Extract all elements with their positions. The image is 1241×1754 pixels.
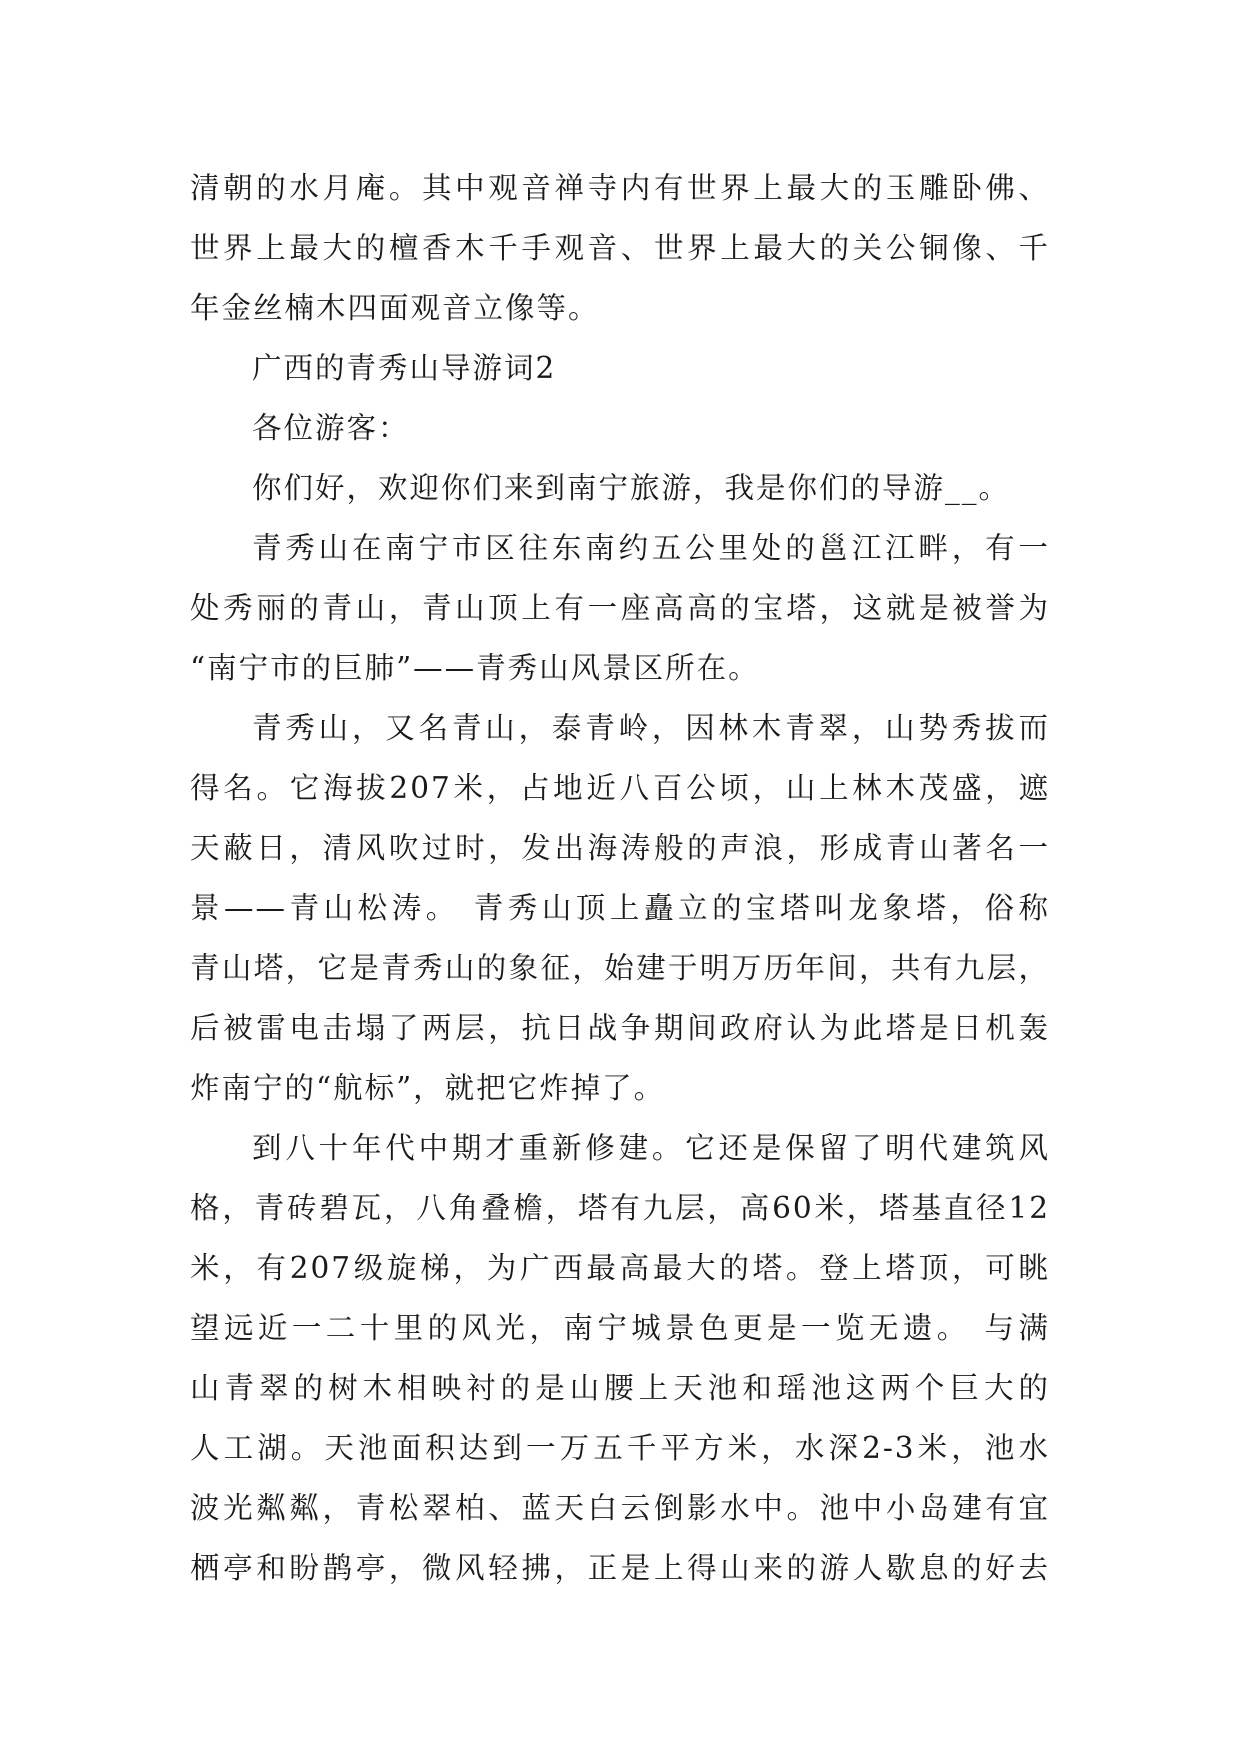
text-line: 栖亭和盼鹊亭，微风轻拂，正是上得山来的游人歇息的好去 <box>190 1551 1050 1585</box>
text-line: 青秀山在南宁市区往东南约五公里处的邕江江畔，有一 <box>252 531 1050 565</box>
text-line: 人工湖。天池面积达到一万五千平方米，水深2-3米，池水 <box>190 1431 1050 1465</box>
text-line: 清朝的水月庵。其中观音禅寺内有世界上最大的玉雕卧佛、 <box>190 171 1050 205</box>
text-line: 青秀山，又名青山，泰青岭，因林木青翠，山势秀拔而 <box>252 711 1050 745</box>
text-line: 世界上最大的檀香木千手观音、世界上最大的关公铜像、千 <box>190 231 1050 265</box>
text-line: 波光粼粼，青松翠柏、蓝天白云倒影水中。池中小岛建有宜 <box>190 1491 1050 1525</box>
text-line: 处秀丽的青山，青山顶上有一座高高的宝塔，这就是被誉为 <box>190 591 1050 625</box>
text-line: 后被雷电击塌了两层，抗日战争期间政府认为此塔是日机轰 <box>190 1011 1050 1045</box>
text-line: 炸南宁的“航标”，就把它炸掉了。 <box>190 1071 666 1105</box>
text-line: “南宁市的巨肺”——青秀山风景区所在。 <box>190 651 760 685</box>
text-line: 天蔽日，清风吹过时，发出海涛般的声浪，形成青山著名一 <box>190 831 1050 865</box>
section-heading: 广西的青秀山导游词2 <box>252 351 557 385</box>
text-line: 得名。它海拔207米，占地近八百公顷，山上林木茂盛，遮 <box>190 771 1050 805</box>
text-line: 到八十年代中期才重新修建。它还是保留了明代建筑风 <box>252 1131 1050 1165</box>
document-body <box>190 158 1050 1598</box>
salutation: 各位游客： <box>252 411 410 445</box>
text-line: 望远近一二十里的风光，南宁城景色更是一览无遗。 与满 <box>190 1311 1050 1345</box>
text-line: 米，有207级旋梯，为广西最高最大的塔。登上塔顶，可眺 <box>190 1251 1050 1285</box>
text-line: 格，青砖碧瓦，八角叠檐，塔有九层，高60米，塔基直径12 <box>190 1191 1050 1225</box>
text-line: 青山塔，它是青秀山的象征，始建于明万历年间，共有九层， <box>190 951 1050 985</box>
text-line: 你们好，欢迎你们来到南宁旅游，我是你们的导游__。 <box>252 471 1011 505</box>
text-line: 山青翠的树木相映衬的是山腰上天池和瑶池这两个巨大的 <box>190 1371 1050 1405</box>
text-line: 年金丝楠木四面观音立像等。 <box>190 291 600 325</box>
text-line: 景——青山松涛。 青秀山顶上矗立的宝塔叫龙象塔，俗称 <box>190 891 1050 925</box>
